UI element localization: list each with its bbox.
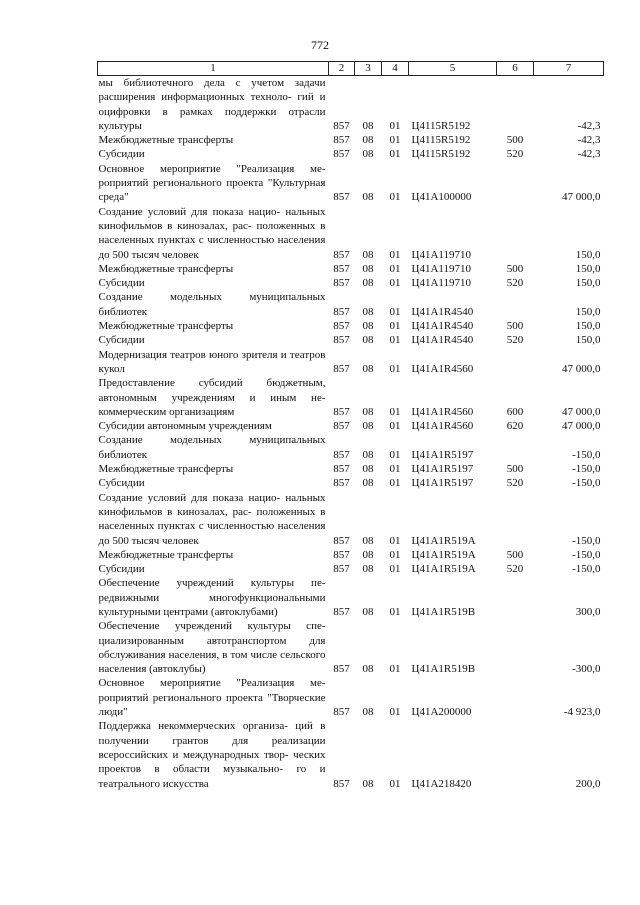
column-header-7: 7	[534, 62, 604, 76]
row-subsection-code: 01	[389, 448, 401, 461]
column-header-5: 5	[409, 62, 497, 76]
column-number-header	[98, 62, 604, 76]
row-ministry-code: 857	[333, 334, 350, 347]
row-section-code: 08	[362, 248, 374, 261]
row-target-article: Ц41А1R5197	[411, 448, 474, 461]
row-subsection-code: 01	[389, 663, 401, 676]
row-subsection-code: 01	[389, 305, 401, 318]
row-section-code: 08	[362, 134, 374, 147]
row-section-code: 08	[362, 119, 374, 132]
row-name: Обеспечение учреждений культуры пе- редвижными многофункциональными культурными центрами (автоклубами)	[98, 577, 326, 618]
table-row	[98, 462, 604, 476]
row-expense-type: 520	[506, 334, 524, 347]
column-header-6: 6	[497, 62, 534, 76]
row-amount: 300,0	[575, 605, 601, 618]
row-amount: -150,0	[572, 448, 601, 461]
row-amount: 200,0	[575, 777, 601, 790]
row-section-code: 08	[362, 277, 374, 290]
budget-table	[97, 61, 604, 791]
row-subsection-code: 01	[389, 320, 401, 333]
row-section-code: 08	[362, 463, 374, 476]
row-section-code: 08	[362, 405, 374, 418]
row-section-code: 08	[362, 563, 374, 576]
row-expense-type: 500	[506, 548, 524, 561]
table-row	[98, 576, 604, 619]
row-subsection-code: 01	[389, 563, 401, 576]
row-target-article: Ц4115R5192	[411, 119, 471, 132]
row-subsection-code: 01	[389, 334, 401, 347]
row-ministry-code: 857	[333, 777, 350, 790]
row-name: Субсидии	[98, 477, 145, 490]
row-ministry-code: 857	[333, 534, 350, 547]
row-target-article: Ц4115R5192	[411, 148, 471, 161]
row-subsection-code: 01	[389, 477, 401, 490]
row-amount: 47 000,0	[562, 362, 601, 375]
row-expense-type: 500	[506, 320, 524, 333]
row-target-article: Ц41А119710	[411, 262, 471, 275]
row-target-article: Ц41А119710	[411, 277, 471, 290]
row-ministry-code: 857	[333, 548, 350, 561]
row-section-code: 08	[362, 605, 374, 618]
row-ministry-code: 857	[333, 305, 350, 318]
row-name: Субсидии автономным учреждениям	[98, 420, 272, 433]
table-row	[98, 333, 604, 347]
row-subsection-code: 01	[389, 191, 401, 204]
row-expense-type: 600	[506, 405, 524, 418]
row-ministry-code: 857	[333, 248, 350, 261]
row-ministry-code: 857	[333, 320, 350, 333]
row-ministry-code: 857	[333, 563, 350, 576]
row-subsection-code: 01	[389, 548, 401, 561]
row-ministry-code: 857	[333, 362, 350, 375]
column-header-2: 2	[329, 62, 355, 76]
row-subsection-code: 01	[389, 248, 401, 261]
row-expense-type	[497, 433, 534, 462]
row-amount: -150,0	[572, 534, 601, 547]
table-row	[98, 419, 604, 433]
row-target-article: Ц41А1R519В	[411, 663, 476, 676]
row-amount: 150,0	[575, 248, 601, 261]
row-target-article: Ц41А1R4540	[411, 305, 474, 318]
row-target-article: Ц41А218420	[411, 777, 472, 790]
row-target-article: Ц41А1R5197	[411, 477, 474, 490]
row-expense-type	[497, 162, 534, 205]
row-target-article: Ц41А1R4540	[411, 334, 474, 347]
row-section-code: 08	[362, 148, 374, 161]
row-expense-type: 500	[506, 262, 524, 275]
row-name: Межбюджетные трансферты	[98, 548, 234, 561]
column-header-4: 4	[382, 62, 409, 76]
row-ministry-code: 857	[333, 405, 350, 418]
row-subsection-code: 01	[389, 405, 401, 418]
row-target-article: Ц41А1R4560	[411, 362, 474, 375]
table-row	[98, 205, 604, 262]
row-subsection-code: 01	[389, 777, 401, 790]
row-name: Поддержка некоммерческих организа- ций в получении грантов для реализации всероссийских и международных твор- ческих проектов в области музыкально- го и театрального искусства	[98, 720, 326, 790]
row-name: Межбюджетные трансферты	[98, 262, 234, 275]
row-name: Создание модельных муниципальных библиотек	[98, 434, 326, 461]
row-amount: 150,0	[575, 262, 601, 275]
row-target-article: Ц4115R5192	[411, 134, 471, 147]
row-subsection-code: 01	[389, 463, 401, 476]
row-amount: 150,0	[575, 305, 601, 318]
row-target-article: Ц41А1R5197	[411, 463, 474, 476]
row-name: Субсидии	[98, 148, 145, 161]
row-subsection-code: 01	[389, 262, 401, 275]
row-expense-type: 500	[506, 134, 524, 147]
row-expense-type	[497, 676, 534, 719]
row-subsection-code: 01	[389, 119, 401, 132]
row-ministry-code: 857	[333, 148, 350, 161]
row-name: Субсидии	[98, 277, 145, 290]
row-amount: -42,3	[577, 134, 601, 147]
row-section-code: 08	[362, 706, 374, 719]
row-section-code: 08	[362, 777, 374, 790]
row-name: Создание условий для показа нацио- нальных кинофильмов в кинозалах, рас- положенных в населенных пунктах с численностью населения до 500 тысяч человек	[98, 205, 326, 261]
row-target-article: Ц41А100000	[411, 191, 472, 204]
row-target-article: Ц41А1R4540	[411, 320, 474, 333]
row-ministry-code: 857	[333, 463, 350, 476]
row-target-article: Ц41А1R4560	[411, 420, 474, 433]
row-expense-type	[497, 576, 534, 619]
row-expense-type: 500	[506, 463, 524, 476]
table-row	[98, 76, 604, 134]
row-name: Межбюджетные трансферты	[98, 463, 234, 476]
table-row	[98, 290, 604, 319]
page-number: 772	[311, 38, 329, 52]
table-row	[98, 619, 604, 676]
row-section-code: 08	[362, 191, 374, 204]
table-row	[98, 276, 604, 290]
row-target-article: Ц41А1R519В	[411, 605, 476, 618]
row-name: Создание условий для показа нацио- нальных кинофильмов в кинозалах, рас- положенных в населенных пунктах с численностью населения до 500 тысяч человек	[98, 491, 326, 547]
row-subsection-code: 01	[389, 148, 401, 161]
row-expense-type	[497, 205, 534, 262]
row-expense-type	[497, 290, 534, 319]
row-section-code: 08	[362, 420, 374, 433]
row-ministry-code: 857	[333, 706, 350, 719]
table-row	[98, 476, 604, 490]
row-amount: -42,3	[577, 148, 601, 161]
row-section-code: 08	[362, 663, 374, 676]
row-expense-type: 520	[506, 477, 524, 490]
row-name: мы библиотечного дела с учетом задачи расширения информационных техноло- гий и оцифровки в рамках поддержки отрасли культуры	[98, 77, 326, 132]
row-expense-type: 520	[506, 148, 524, 161]
row-target-article: Ц41А200000	[411, 706, 472, 719]
row-name: Основное мероприятие "Реализация ме- роприятий регионального проекта "Культурная среда"	[98, 162, 326, 204]
row-section-code: 08	[362, 334, 374, 347]
row-name: Создание модельных муниципальных библиотек	[98, 291, 326, 318]
row-amount: -150,0	[572, 563, 601, 576]
row-ministry-code: 857	[333, 262, 350, 275]
row-target-article: Ц41А1R519А	[411, 534, 476, 547]
table-row	[98, 348, 604, 377]
row-name: Субсидии	[98, 563, 145, 576]
row-section-code: 08	[362, 477, 374, 490]
column-header-1: 1	[98, 62, 329, 76]
row-amount: -150,0	[572, 477, 601, 490]
table-row	[98, 562, 604, 576]
row-target-article: Ц41А1R519А	[411, 563, 476, 576]
row-subsection-code: 01	[389, 534, 401, 547]
table-row	[98, 162, 604, 205]
row-ministry-code: 857	[333, 663, 350, 676]
row-expense-type	[497, 619, 534, 676]
table-row	[98, 147, 604, 161]
row-expense-type	[497, 491, 534, 548]
row-expense-type: 520	[506, 563, 524, 576]
row-target-article: Ц41А119710	[411, 248, 471, 261]
table-row	[98, 491, 604, 548]
row-amount: -42,3	[577, 119, 601, 132]
row-section-code: 08	[362, 448, 374, 461]
row-ministry-code: 857	[333, 134, 350, 147]
table-row	[98, 376, 604, 419]
row-amount: 150,0	[575, 277, 601, 290]
row-expense-type	[497, 719, 534, 790]
row-subsection-code: 01	[389, 420, 401, 433]
row-amount: 150,0	[575, 320, 601, 333]
row-amount: -300,0	[572, 663, 601, 676]
row-subsection-code: 01	[389, 362, 401, 375]
row-name: Предоставление субсидий бюджетным, автономным учреждениям и иным не- коммерческим организациям	[98, 377, 326, 418]
column-header-3: 3	[355, 62, 382, 76]
row-section-code: 08	[362, 362, 374, 375]
row-name: Обеспечение учреждений культуры спе- циализированным автотранспортом для обслуживания населения, в том числе сельского населения (автоклубы)	[98, 620, 326, 676]
row-name: Модернизация театров юного зрителя и театров кукол	[98, 348, 326, 375]
row-ministry-code: 857	[333, 477, 350, 490]
table-row	[98, 719, 604, 790]
table-row	[98, 319, 604, 333]
row-ministry-code: 857	[333, 277, 350, 290]
row-amount: -150,0	[572, 548, 601, 561]
table-row	[98, 133, 604, 147]
row-subsection-code: 01	[389, 706, 401, 719]
row-expense-type	[497, 76, 534, 134]
row-subsection-code: 01	[389, 134, 401, 147]
row-name: Основное мероприятие "Реализация ме- роприятий регионального проекта "Творческие люди"	[98, 677, 326, 719]
row-section-code: 08	[362, 534, 374, 547]
row-section-code: 08	[362, 262, 374, 275]
row-section-code: 08	[362, 548, 374, 561]
row-amount: 47 000,0	[562, 405, 601, 418]
row-expense-type	[497, 348, 534, 377]
row-name: Межбюджетные трансферты	[98, 134, 234, 147]
row-ministry-code: 857	[333, 119, 350, 132]
row-target-article: Ц41А1R4560	[411, 405, 474, 418]
table-body	[98, 76, 604, 791]
table-row	[98, 433, 604, 462]
row-amount: 47 000,0	[562, 420, 601, 433]
row-amount: 150,0	[575, 334, 601, 347]
row-name: Межбюджетные трансферты	[98, 320, 234, 333]
row-target-article: Ц41А1R519А	[411, 548, 476, 561]
row-expense-type: 620	[506, 420, 524, 433]
row-section-code: 08	[362, 305, 374, 318]
row-amount: -150,0	[572, 463, 601, 476]
row-subsection-code: 01	[389, 605, 401, 618]
table-row	[98, 676, 604, 719]
row-section-code: 08	[362, 320, 374, 333]
row-amount: 47 000,0	[562, 191, 601, 204]
row-amount: -4 923,0	[563, 706, 601, 719]
row-subsection-code: 01	[389, 277, 401, 290]
row-ministry-code: 857	[333, 420, 350, 433]
row-ministry-code: 857	[333, 448, 350, 461]
row-name: Субсидии	[98, 334, 145, 347]
table-row	[98, 548, 604, 562]
row-ministry-code: 857	[333, 605, 350, 618]
row-expense-type: 520	[506, 277, 524, 290]
row-ministry-code: 857	[333, 191, 350, 204]
table-row	[98, 262, 604, 276]
